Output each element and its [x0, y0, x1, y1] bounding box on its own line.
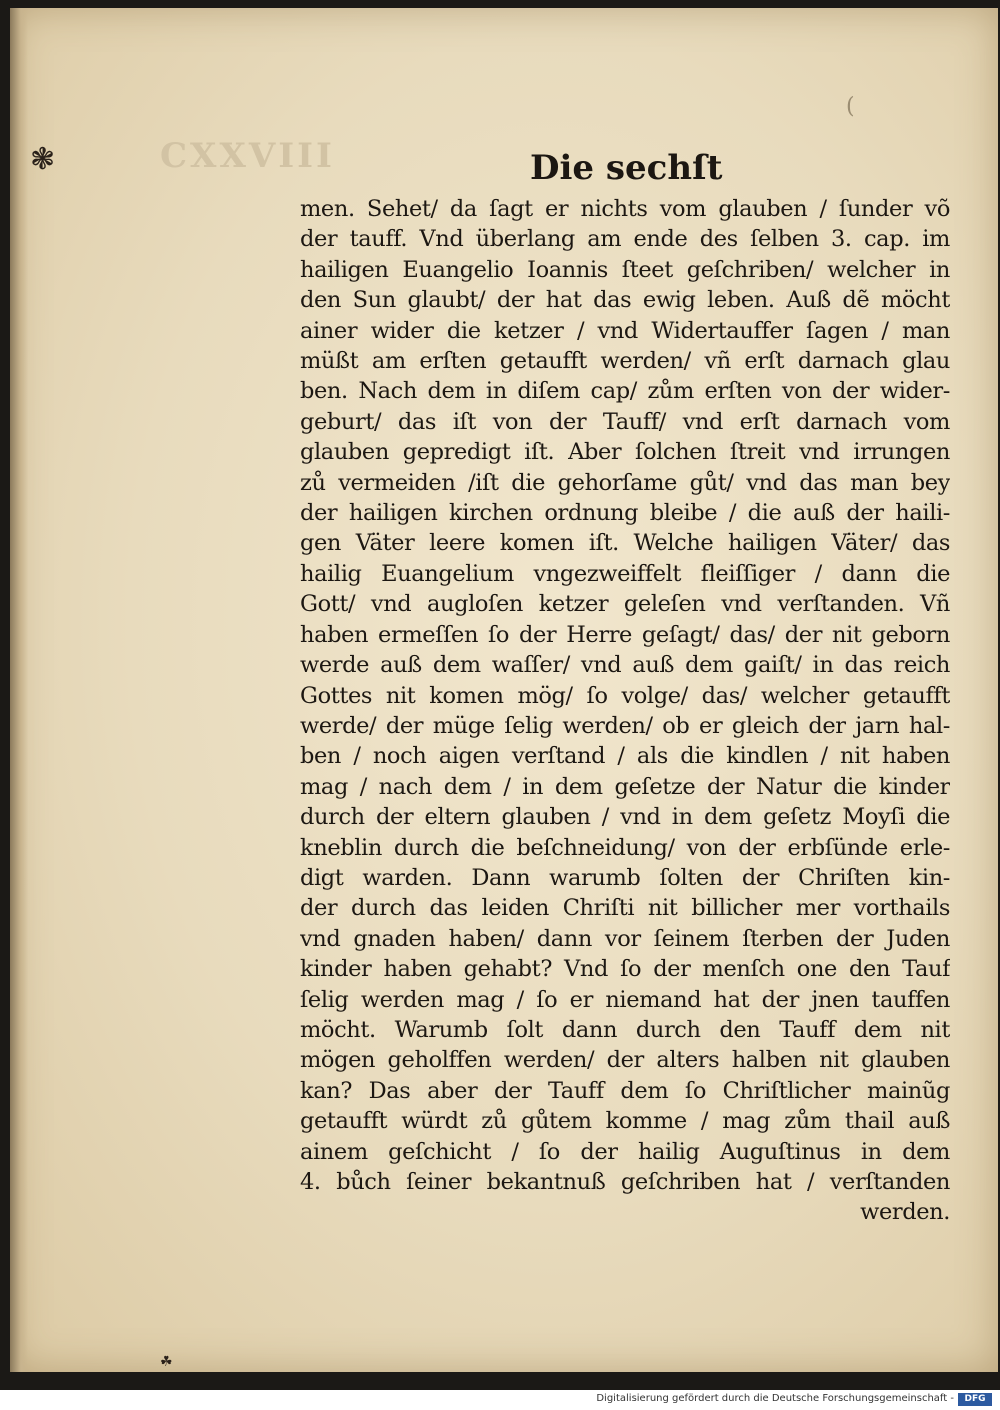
text-line: ben / noch aigen verſtand / als die kindlen / nit haben	[300, 743, 950, 770]
text-line: mag / nach dem / in dem geſetze der Natur die kinder	[300, 773, 950, 800]
text-line: der hailigen kirchen ordnung bleibe / die auß der haili-	[300, 500, 950, 527]
text-line: geburt/ das iſt von der Tauff/ vnd erſt darnach vom	[300, 408, 950, 435]
text-line: werde/ der müge ſelig werden/ ob er gleich der jarn hal-	[300, 712, 950, 739]
text-line: men. Sehet/ da ſagt er nichts vom glauben / ſunder võ	[300, 196, 950, 222]
text-line: vnd gnaden haben/ dann vor ſeinem ſterben der Juden	[300, 925, 950, 952]
leaf-ornament-icon: ☘	[160, 1354, 173, 1370]
book-page	[10, 8, 998, 1372]
text-line: 4. bůch ſeiner bekantnuß geſchriben hat / verſtanden	[300, 1169, 950, 1195]
text-line: Gott/ vnd augloſen ketzer geleſen vnd verſtanden. Vñ	[300, 591, 950, 618]
funding-credit: Digitalisierung gefördert durch die Deutsche Forschungsgemeinschaft -	[596, 1393, 954, 1404]
text-line: haben ermeſſen ſo der Herre geſagt/ das/ der nit geborn	[300, 621, 950, 648]
text-line: der durch das leiden Chriſti nit billicher mer vorthails	[300, 895, 950, 922]
digitization-footer	[0, 1390, 1000, 1410]
text-line: werde auß dem waſſer/ vnd auß dem gaiſt/ in das reich	[300, 652, 950, 679]
text-line: hailig Euangelium vngezweiffelt fleiſſiger / dann die	[300, 560, 950, 587]
page-gutter	[10, 8, 28, 1372]
body-text	[300, 194, 950, 1228]
text-line: kneblin durch die beſchneidung/ von der erbſünde erle-	[300, 834, 950, 861]
text-line: digt warden. Dann warumb ſolten der Chriſten kin-	[300, 864, 950, 891]
text-line: mögen geholffen werden/ der alters halben nit glauben	[300, 1047, 950, 1074]
running-head: Die sechſt	[530, 148, 723, 188]
pencil-mark: (	[846, 94, 855, 119]
dfg-logo-icon: DFG	[958, 1393, 992, 1406]
text-line: der tauff. Vnd überlang am ende des ſelben 3. cap. im	[300, 226, 950, 253]
ornament-flower-icon: ❃	[30, 142, 56, 177]
text-line: zů vermeiden /iſt die gehorſame gůt/ vnd das man bey	[300, 469, 950, 496]
text-line: kan? Das aber der Tauff dem ſo Chriſtlicher mainũg	[300, 1077, 950, 1104]
text-line: hailigen Euangelio Ioannis ſteet geſchriben/ welcher in	[300, 256, 950, 283]
text-line: kinder haben gehabt? Vnd ſo der menſch one den Tauf	[300, 956, 950, 983]
text-line: werden.	[860, 1199, 950, 1226]
text-line: ſelig werden mag / ſo er niemand hat der jnen tauffen	[300, 986, 950, 1013]
text-line: Gottes nit komen mög/ ſo volge/ das/ welcher getaufft	[300, 682, 950, 709]
text-line: müßt am erſten getaufft werden/ vñ erſt darnach glau	[300, 348, 950, 375]
text-line: getaufft würdt zů gůtem komme / mag zům thail auß	[300, 1108, 950, 1135]
text-line: ainer wider die ketzer / vnd Widertauffer ſagen / man	[300, 317, 950, 344]
show-through-folio: CXXVIII	[160, 136, 335, 176]
text-line: ainem geſchicht / ſo der hailig Auguſtinus in dem	[300, 1138, 950, 1165]
text-line: gen Väter leere komen iſt. Welche hailigen Väter/ das	[300, 530, 950, 557]
text-line: durch der eltern glauben / vnd in dem geſetz Moyſi die	[300, 804, 950, 831]
text-line: ben. Nach dem in diſem cap/ zům erſten von der wider-	[300, 378, 950, 405]
text-line: möcht. Warumb ſolt dann durch den Tauff dem nit	[300, 1016, 950, 1043]
text-line: den Sun glaubt/ der hat das ewig leben. Auß dẽ möcht	[300, 287, 950, 314]
text-line: glauben gepredigt iſt. Aber ſolchen ſtreit vnd irrungen	[300, 439, 950, 466]
